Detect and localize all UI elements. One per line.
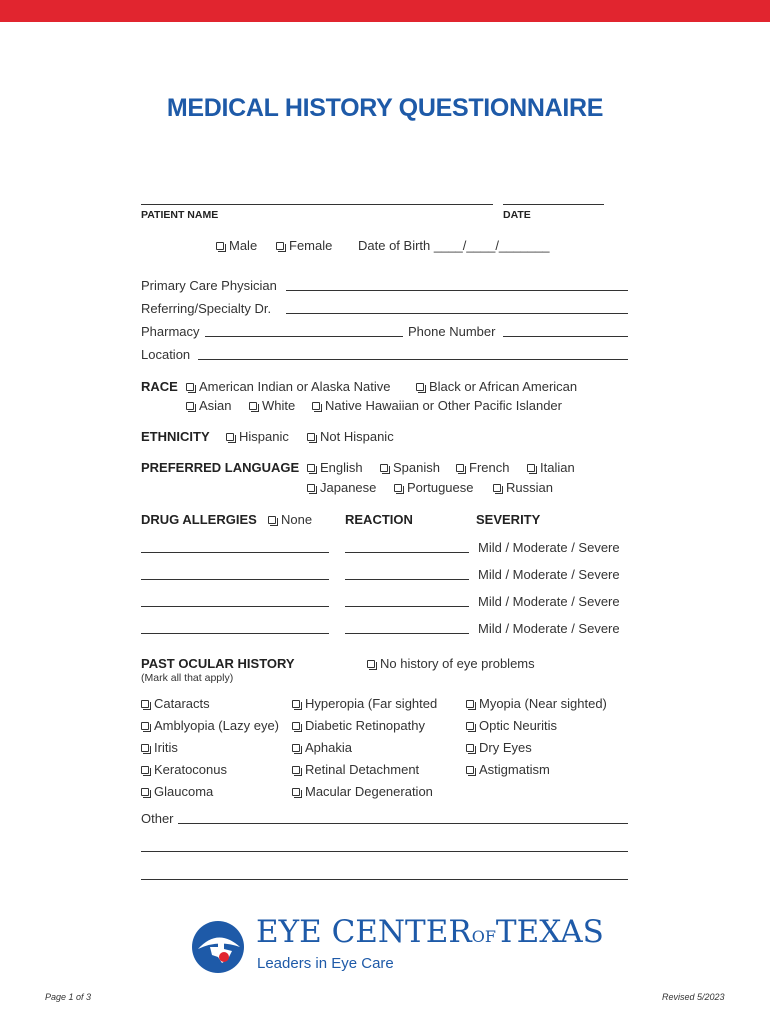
referring-label: Referring/Specialty Dr. bbox=[141, 301, 272, 316]
ocular-history-label: PAST OCULAR HISTORY bbox=[141, 656, 295, 671]
ocular-option[interactable]: Iritis bbox=[141, 740, 178, 755]
phone-field[interactable] bbox=[503, 336, 628, 337]
location-label: Location bbox=[141, 347, 191, 362]
language-option[interactable]: French bbox=[456, 460, 509, 475]
language-option[interactable]: Portuguese bbox=[394, 480, 474, 495]
allergy-reaction-field[interactable] bbox=[345, 552, 469, 553]
checkbox-icon bbox=[292, 788, 300, 796]
ethnicity-option[interactable]: Hispanic bbox=[226, 429, 289, 444]
checkbox-icon bbox=[527, 464, 535, 472]
checkbox-icon bbox=[276, 242, 284, 250]
allergy-drug-field[interactable] bbox=[141, 579, 329, 580]
checkbox-icon bbox=[141, 788, 149, 796]
checkbox-icon bbox=[307, 464, 315, 472]
ocular-option[interactable]: Keratoconus bbox=[141, 762, 227, 777]
checkbox-icon bbox=[367, 660, 375, 668]
race-option[interactable]: Black or African American bbox=[416, 379, 577, 394]
revision-date: Revised 5/2023 bbox=[662, 992, 725, 1002]
severity-options[interactable]: Mild / Moderate / Severe bbox=[478, 594, 620, 609]
logo-wordmark: EYE CENTEROFTEXAS bbox=[256, 914, 604, 950]
checkbox-icon bbox=[394, 484, 402, 492]
language-option[interactable]: English bbox=[307, 460, 363, 475]
ocular-option[interactable]: Retinal Detachment bbox=[292, 762, 419, 777]
ocular-option[interactable]: Aphakia bbox=[292, 740, 352, 755]
phone-label: Phone Number bbox=[408, 324, 496, 339]
checkbox-icon bbox=[216, 242, 224, 250]
language-option[interactable]: Japanese bbox=[307, 480, 376, 495]
top-color-bar bbox=[0, 0, 770, 22]
checkbox-icon bbox=[312, 402, 320, 410]
page-title: MEDICAL HISTORY QUESTIONNAIRE bbox=[166, 94, 604, 122]
ocular-option[interactable]: Optic Neuritis bbox=[466, 718, 557, 733]
checkbox-icon bbox=[466, 744, 474, 752]
checkbox-icon bbox=[456, 464, 464, 472]
no-eye-problems-checkbox[interactable]: No history of eye problems bbox=[367, 656, 535, 671]
checkbox-icon bbox=[380, 464, 388, 472]
checkbox-icon bbox=[466, 766, 474, 774]
checkbox-icon bbox=[292, 766, 300, 774]
language-option[interactable]: Spanish bbox=[380, 460, 440, 475]
severity-options[interactable]: Mild / Moderate / Severe bbox=[478, 540, 620, 555]
severity-options[interactable]: Mild / Moderate / Severe bbox=[478, 621, 620, 636]
checkbox-icon bbox=[141, 700, 149, 708]
checkbox-icon bbox=[307, 484, 315, 492]
language-option[interactable]: Russian bbox=[493, 480, 553, 495]
ocular-option[interactable]: Dry Eyes bbox=[466, 740, 532, 755]
checkbox-icon bbox=[292, 700, 300, 708]
ocular-option[interactable]: Myopia (Near sighted) bbox=[466, 696, 607, 711]
location-field[interactable] bbox=[198, 359, 628, 360]
ethnicity-option[interactable]: Not Hispanic bbox=[307, 429, 394, 444]
logo-tagline: Leaders in Eye Care bbox=[257, 955, 394, 972]
ethnicity-label: ETHNICITY bbox=[141, 429, 210, 444]
pharmacy-label: Pharmacy bbox=[141, 324, 200, 339]
drug-allergies-label: DRUG ALLERGIES bbox=[141, 512, 257, 527]
severity-options[interactable]: Mild / Moderate / Severe bbox=[478, 567, 620, 582]
allergy-drug-field[interactable] bbox=[141, 552, 329, 553]
race-option[interactable]: Asian bbox=[186, 398, 232, 413]
checkbox-icon bbox=[416, 383, 424, 391]
checkbox-icon bbox=[186, 383, 194, 391]
allergy-drug-field[interactable] bbox=[141, 606, 329, 607]
checkbox-icon bbox=[141, 766, 149, 774]
reaction-header: REACTION bbox=[345, 512, 413, 527]
ocular-history-sublabel: (Mark all that apply) bbox=[141, 672, 234, 684]
checkbox-icon bbox=[466, 722, 474, 730]
other-field-line[interactable] bbox=[141, 879, 628, 880]
date-label: DATE bbox=[503, 209, 531, 221]
patient-name-field[interactable] bbox=[141, 204, 493, 205]
pharmacy-field[interactable] bbox=[205, 336, 403, 337]
checkbox-icon bbox=[249, 402, 257, 410]
race-option[interactable]: Native Hawaiian or Other Pacific Islander bbox=[312, 398, 562, 413]
other-field-line[interactable] bbox=[141, 851, 628, 852]
ocular-option[interactable]: Astigmatism bbox=[466, 762, 550, 777]
no-allergies-checkbox[interactable]: None bbox=[268, 512, 312, 527]
language-option[interactable]: Italian bbox=[527, 460, 575, 475]
eye-logo-icon bbox=[188, 917, 248, 977]
checkbox-icon bbox=[141, 744, 149, 752]
allergy-reaction-field[interactable] bbox=[345, 633, 469, 634]
ocular-option[interactable]: Macular Degeneration bbox=[292, 784, 433, 799]
ocular-option[interactable]: Cataracts bbox=[141, 696, 210, 711]
race-option[interactable]: White bbox=[249, 398, 295, 413]
allergy-drug-field[interactable] bbox=[141, 633, 329, 634]
checkbox-icon bbox=[268, 516, 276, 524]
male-checkbox[interactable]: Male bbox=[216, 238, 257, 253]
pcp-field[interactable] bbox=[286, 290, 628, 291]
other-field[interactable] bbox=[178, 823, 628, 824]
page-number: Page 1 of 3 bbox=[45, 992, 92, 1002]
checkbox-icon bbox=[466, 700, 474, 708]
referring-field[interactable] bbox=[286, 313, 628, 314]
allergy-reaction-field[interactable] bbox=[345, 606, 469, 607]
ocular-option[interactable]: Hyperopia (Far sighted bbox=[292, 696, 437, 711]
patient-name-label: PATIENT NAME bbox=[141, 209, 219, 221]
dob-field[interactable]: Date of Birth ____/____/_______ bbox=[358, 238, 550, 253]
race-option[interactable]: American Indian or Alaska Native bbox=[186, 379, 390, 394]
allergy-reaction-field[interactable] bbox=[345, 579, 469, 580]
checkbox-icon bbox=[141, 722, 149, 730]
checkbox-icon bbox=[493, 484, 501, 492]
race-label: RACE bbox=[141, 379, 178, 394]
female-checkbox[interactable]: Female bbox=[276, 238, 332, 253]
ocular-option[interactable]: Amblyopia (Lazy eye) bbox=[141, 718, 279, 733]
ocular-option[interactable]: Glaucoma bbox=[141, 784, 213, 799]
checkbox-icon bbox=[186, 402, 194, 410]
ocular-option[interactable]: Diabetic Retinopathy bbox=[292, 718, 425, 733]
checkbox-icon bbox=[307, 433, 315, 441]
checkbox-icon bbox=[292, 722, 300, 730]
date-field[interactable] bbox=[503, 204, 604, 205]
pcp-label: Primary Care Physician bbox=[141, 278, 277, 293]
language-label: PREFERRED LANGUAGE bbox=[141, 460, 300, 475]
other-label: Other bbox=[141, 811, 174, 826]
checkbox-icon bbox=[292, 744, 300, 752]
checkbox-icon bbox=[226, 433, 234, 441]
severity-header: SEVERITY bbox=[476, 512, 541, 527]
